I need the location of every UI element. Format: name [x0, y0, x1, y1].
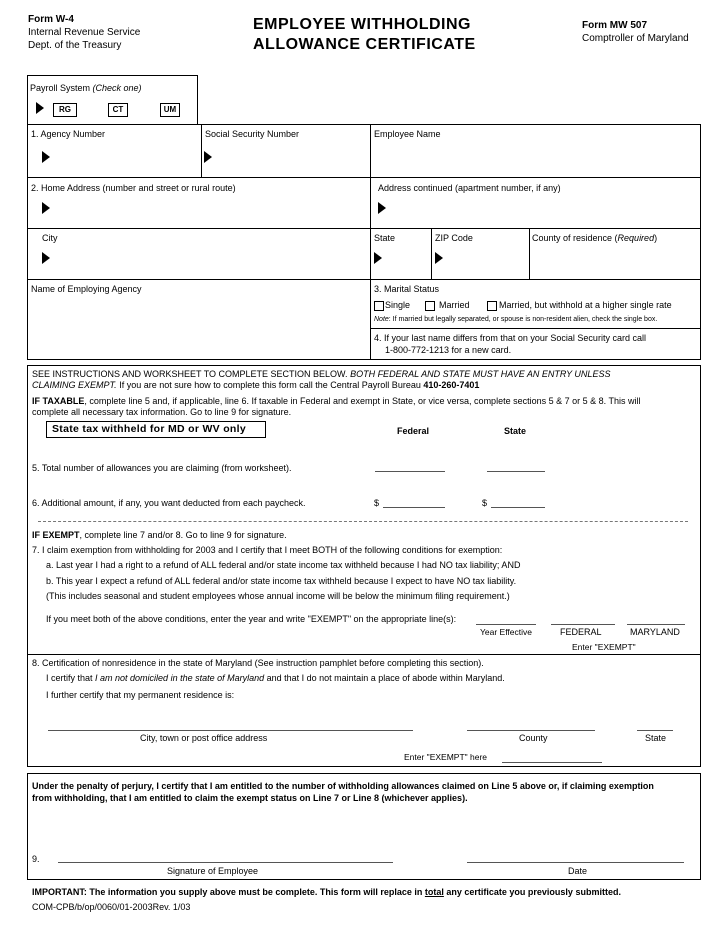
employee-name-field[interactable]	[374, 142, 694, 172]
federal-exempt-field[interactable]	[551, 624, 615, 625]
payroll-option-rg[interactable]: RG	[53, 103, 77, 117]
irs-label: Internal Revenue Service	[28, 27, 141, 38]
treasury-label: Dept. of the Treasury	[28, 40, 122, 51]
married-higher-rate-checkbox[interactable]	[487, 301, 497, 311]
form-mw507-label: Form MW 507	[582, 20, 648, 31]
zip-label: ZIP Code	[435, 233, 473, 243]
state-tax-label: State tax withheld for MD or WV only	[52, 423, 246, 435]
arrow-icon	[435, 252, 443, 264]
residence-state-field[interactable]	[637, 730, 673, 731]
residence-county-field[interactable]	[467, 730, 595, 731]
employing-agency-field[interactable]	[31, 296, 365, 356]
marital-status-label: 3. Marital Status	[374, 284, 440, 294]
line6-dollar-state: $	[482, 498, 488, 508]
year-effective-label: Year Effective	[480, 627, 532, 637]
page-title-line2: ALLOWANCE CERTIFICATE	[253, 36, 476, 53]
payroll-option-um[interactable]: UM	[160, 103, 180, 117]
married-checkbox[interactable]	[425, 301, 435, 311]
agency-number-field[interactable]	[55, 142, 195, 172]
line5-label: 5. Total number of allowances you are claiming (from worksheet).	[32, 463, 292, 473]
if-taxable-text: IF TAXABLE, complete line 5 and, if applicable, line 6. If taxable in Federal and exempt in State, or vice versa, complete sections 5 & 7 or 5 & 8. This will	[32, 396, 641, 406]
form-code: COM-CPB/b/op/0060/01-2003Rev. 1/03	[32, 902, 191, 912]
perjury-line2: from withholding, that I am entitled to claim the exempt status on Line 7 or Line 8 (whichever applies).	[32, 793, 468, 803]
home-address-field[interactable]	[55, 195, 365, 225]
agency-number-label: 1. Agency Number	[31, 129, 106, 139]
marital-note: Note: If married but legally separated, or spouse is non-resident alien, check the single box.	[374, 316, 658, 323]
if-exempt-text: IF EXEMPT, complete line 7 and/or 8. Go to line 9 for signature.	[32, 530, 287, 540]
single-checkbox[interactable]	[374, 301, 384, 311]
line6-dollar-federal: $	[374, 498, 380, 508]
state-label: State	[374, 233, 396, 243]
employing-agency-label: Name of Employing Agency	[31, 284, 142, 294]
county-label: County of residence (Required)	[532, 233, 658, 243]
arrow-icon	[42, 252, 50, 264]
residence-city-field[interactable]	[48, 730, 413, 731]
residence-city-label: City, town or post office address	[140, 733, 268, 743]
line8-label: 8. Certification of nonresidence in the state of Maryland (See instruction pamphlet before completing this section).	[32, 658, 484, 668]
employee-name-label: Employee Name	[374, 129, 441, 139]
city-label: City	[42, 233, 58, 243]
line8-exempt-field[interactable]	[502, 762, 602, 763]
line6-state-field[interactable]	[491, 507, 545, 508]
payroll-system-label: Payroll System (Check one)	[30, 83, 142, 93]
item4-line2: 1-800-772-1213 for a new card.	[385, 345, 512, 355]
line7a-label: a. Last year I had a right to a refund of ALL federal and/or state income tax withheld because I had NO tax liability; AND	[46, 560, 521, 570]
line7-label: 7. I claim exemption from withholding for 2003 and I certify that I meet BOTH of the following conditions for exemption:	[32, 545, 503, 555]
if-taxable-text2: complete all necessary tax information. Go to line 9 for signature.	[32, 407, 292, 417]
item4-line1: 4. If your last name differs from that on your Social Security card call	[374, 333, 646, 343]
perjury-line1: Under the penalty of perjury, I certify that I am entitled to the number of withholding allowances claimed on Line 5 above or, if claiming exemption	[32, 781, 654, 791]
home-address-label: 2. Home Address (number and street or rural route)	[31, 183, 236, 193]
line5-federal-field[interactable]	[375, 471, 445, 472]
line7c-label: (This includes seasonal and student employees whose annual income will be below the minimum filing requirement.)	[46, 591, 510, 601]
state-field[interactable]	[386, 245, 428, 275]
arrow-icon	[378, 202, 386, 214]
signature-field[interactable]	[58, 862, 393, 863]
married-label: Married	[439, 300, 470, 310]
zip-field[interactable]	[447, 245, 525, 275]
line8-certify: I certify that I am not domiciled in the state of Maryland and that I do not maintain a place of abode within Maryland.	[46, 673, 505, 683]
arrow-icon	[374, 252, 382, 264]
maryland-exempt-field[interactable]	[627, 624, 685, 625]
arrow-icon	[204, 151, 212, 163]
residence-county-label: County	[519, 733, 548, 743]
state-column-header: State	[504, 426, 527, 436]
form-w4-label: Form W-4	[28, 14, 74, 25]
enter-exempt-label: Enter "EXEMPT"	[572, 642, 636, 652]
ssn-label: Social Security Number	[205, 129, 300, 139]
date-label: Date	[568, 866, 588, 876]
federal-column-header: Federal	[397, 426, 430, 436]
line5-state-field[interactable]	[487, 471, 545, 472]
section-divider	[38, 521, 688, 522]
address-continued-field[interactable]	[390, 195, 695, 225]
federal-exempt-label: FEDERAL	[560, 627, 602, 637]
nonresidence-section	[27, 655, 701, 767]
comptroller-label: Comptroller of Maryland	[582, 33, 689, 44]
instructions-line1: SEE INSTRUCTIONS AND WORKSHEET TO COMPLETE SECTION BELOW. BOTH FEDERAL AND STATE MUST HAVE AN ENTRY UNLESS	[32, 369, 611, 379]
line6-label: 6. Additional amount, if any, you want deducted from each paycheck.	[32, 498, 306, 508]
address-continued-label: Address continued (apartment number, if any)	[378, 183, 561, 193]
arrow-icon	[36, 102, 44, 114]
instructions-line2: CLAIMING EXEMPT. If you are not sure how to complete this form call the Central Payroll Bureau 410-260-7401	[32, 380, 480, 390]
date-field[interactable]	[467, 862, 684, 863]
line6-federal-field[interactable]	[383, 507, 445, 508]
city-field[interactable]	[55, 245, 365, 275]
maryland-exempt-label: MARYLAND	[630, 627, 680, 637]
single-label: Single	[385, 300, 411, 310]
important-notice: IMPORTANT: The information you supply above must be complete. This form will replace in total any certificate you previously submitted.	[32, 887, 621, 897]
residence-state-label: State	[645, 733, 667, 743]
payroll-option-ct[interactable]: CT	[108, 103, 128, 117]
line9-number: 9.	[32, 854, 40, 864]
ssn-field[interactable]	[216, 142, 366, 172]
line7d-label: If you meet both of the above conditions, enter the year and write "EXEMPT" on the appropriate line(s):	[46, 614, 457, 624]
arrow-icon	[42, 151, 50, 163]
line7b-label: b. This year I expect a refund of ALL federal and/or state income tax withheld because I expect to have NO tax liability.	[46, 576, 517, 586]
line8-further: I further certify that my permanent residence is:	[46, 690, 235, 700]
year-effective-field[interactable]	[476, 624, 536, 625]
page-title-line1: EMPLOYEE WITHHOLDING	[253, 16, 471, 33]
enter-exempt-here-label: Enter "EXEMPT" here	[404, 752, 488, 762]
arrow-icon	[42, 202, 50, 214]
signature-label: Signature of Employee	[167, 866, 259, 876]
married-higher-rate-label: Married, but withhold at a higher single rate	[499, 300, 672, 310]
county-field[interactable]	[533, 245, 697, 275]
